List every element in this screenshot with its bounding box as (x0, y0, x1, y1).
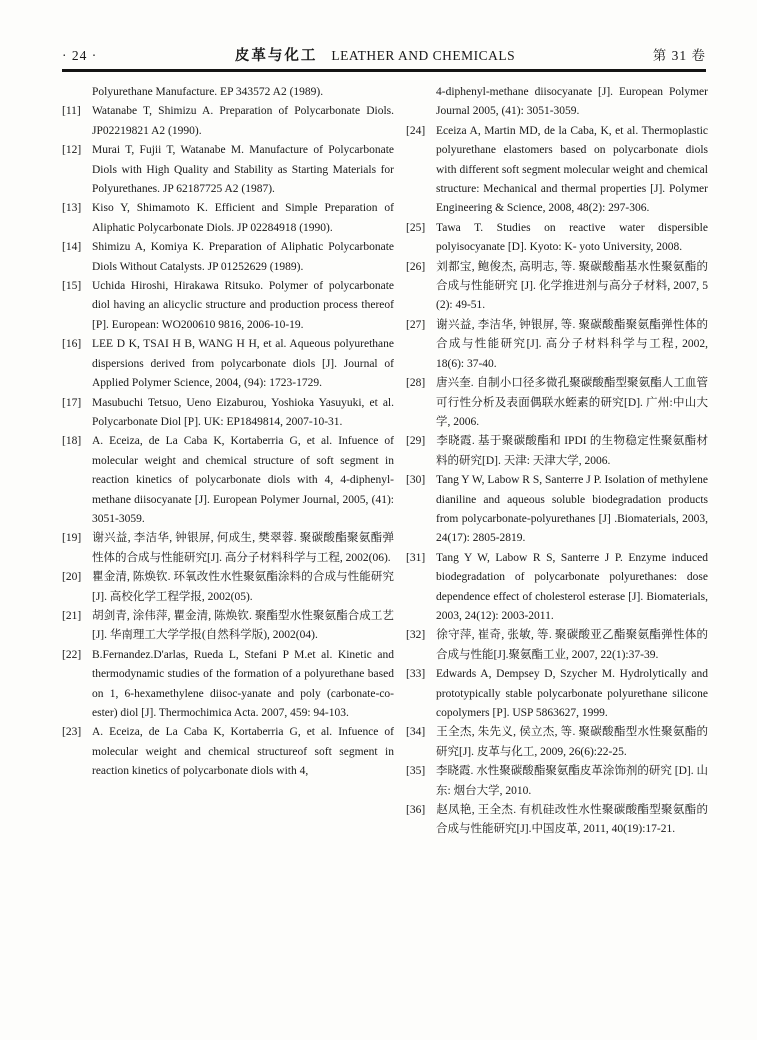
reference-item (406, 432, 708, 471)
references-left-column (62, 83, 394, 840)
reference-text: Masubuchi Tetsuo, Ueno Eizaburou, Yoshioka Yasuyuki, et al. Polycarbonate Diol [P]. UK: EP1849814, 2007-10-31. (92, 396, 394, 428)
reference-number: [25] (406, 221, 426, 234)
reference-item (62, 238, 394, 277)
reference-item (62, 723, 394, 781)
reference-item (406, 83, 708, 122)
reference-text: 谢兴益, 李洁华, 钟银屏, 等. 聚碳酸酯聚氨酯弹性体的合成与性能研究[J]. 高分子材料科学与工程, 2002, 18(6): 37-40. (436, 318, 708, 370)
reference-columns (62, 83, 708, 840)
reference-number: [31] (406, 551, 426, 564)
header-rule (62, 69, 706, 72)
reference-item (62, 646, 394, 724)
reference-text: Shimizu A, Komiya K. Preparation of Aliphatic Polycarbonate Diols Without Catalysts. JP 01252629 (1989). (92, 241, 394, 273)
reference-number: [21] (62, 609, 82, 622)
reference-item (62, 394, 394, 433)
reference-number: [16] (62, 338, 82, 351)
reference-text: Uchida Hiroshi, Hirakawa Ritsuko. Polymer of polycarbonate diol having an alicyclic structure and production process thereof [P]. European: WO200610 9816, 2006-10-19. (92, 280, 394, 331)
journal-title-zh: 皮革与化工 (234, 48, 318, 64)
reference-number: [29] (406, 435, 426, 448)
reference-item (406, 626, 708, 665)
reference-text: 胡剑青, 涂伟萍, 瞿金清, 陈焕钦. 聚酯型水性聚氨酯合成工艺[J]. 华南理工大学学报(自然科学版), 2002(04). (92, 609, 394, 642)
reference-text: 赵凤艳, 王全杰. 有机硅改性水性聚碳酸酯型聚氨酯的合成与性能研究[J].中国皮革, 2011, 40(19):17-21. (436, 804, 708, 836)
reference-number: [23] (62, 726, 82, 739)
reference-text: LEE D K, TSAI H B, WANG H H, et al. Aqueous polyurethane dispersions derived from polycarbonate diols [J]. Journal of Applied Polymer Science, 2004, (94): 1723-1729. (92, 338, 394, 390)
reference-item (406, 471, 708, 549)
reference-number: [24] (406, 124, 426, 137)
reference-number: [33] (406, 668, 426, 681)
reference-number: [15] (62, 280, 82, 293)
reference-number: [22] (62, 648, 82, 661)
reference-item (62, 83, 394, 102)
reference-item (406, 762, 708, 801)
reference-number: [14] (62, 241, 82, 254)
reference-item (62, 102, 394, 141)
reference-text: Polyurethane Manufacture. EP 343572 A2 (1989). (92, 86, 324, 98)
reference-number: [36] (406, 804, 426, 817)
page-number: · 24 · (62, 48, 98, 63)
reference-item (62, 432, 394, 529)
reference-item (406, 258, 708, 316)
reference-item (406, 801, 708, 840)
reference-item (62, 568, 394, 607)
reference-text: Tawa T. Studies on reactive water dispersible polyisocyanate [D]. Kyoto: K- yoto University, 2008. (436, 221, 708, 254)
reference-text: 王全杰, 朱先义, 侯立杰, 等. 聚碳酸酯型水性聚氨酯的研究[J]. 皮革与化工, 2009, 26(6):22-25. (436, 726, 708, 758)
reference-item (406, 723, 708, 762)
reference-text: Murai T, Fujii T, Watanabe M. Manufacture of Polycarbonate Diols with High Quality and Stability as Starting Materials for Polyurethanes. JP 62187725 A2 (1987). (92, 144, 394, 196)
reference-number: [19] (62, 532, 82, 545)
reference-number: [26] (406, 260, 426, 273)
references-right-column (406, 83, 708, 840)
reference-text: 李晓霞. 水性聚碳酸酯聚氨酯皮革涂饰剂的研究 [D]. 山东: 烟台大学, 2010. (436, 765, 708, 797)
reference-text: A. Eceiza, de La Caba K, Kortaberria G, et al. Infuence of molecular weight and chemical structureof soft segment in reaction kinetics of polycarbonate diols with 4, (92, 726, 394, 778)
reference-item (62, 199, 394, 238)
reference-item (406, 122, 708, 219)
reference-text: Edwards A, Dempsey D, Szycher M. Hydrolytically and prototypically stable polycarbonate polyurethane silicone copolymers [P]. USP 5863627, 1999. (436, 668, 708, 719)
reference-text: 4-diphenyl-methane diisocyanate [J]. European Polymer Journal 2005, (41): 3051-3059. (436, 86, 708, 118)
volume-label: 第 31 卷 (652, 48, 706, 63)
reference-number: [32] (406, 629, 426, 642)
reference-text: Eceiza A, Martin MD, de la Caba, K, et al. Thermoplastic polyurethane elastomers based on polycarbonate diols with different soft segment molecular weight and chemical structure: Mechanical and thermal properties [J]. Polymer Engineering & Science, 2008, 48(2): 297-306. (436, 124, 708, 215)
journal-title (235, 44, 515, 65)
reference-text: 徐守萍, 崔奇, 张敏, 等. 聚碳酸亚乙酯聚氨酯弹性体的合成与性能[J].聚氨酯工业, 2007, 22(1):37-39. (436, 629, 708, 661)
reference-text: Kiso Y, Shimamoto K. Efficient and Simple Preparation of Aliphatic Polycarbonate Diols. JP 02284918 (1990). (92, 202, 394, 234)
reference-item (406, 665, 708, 723)
reference-text: 谢兴益, 李洁华, 钟银屏, 何成生, 樊翠蓉. 聚碳酸酯聚氨酯弹性体的合成与性能研究[J]. 高分子材料科学与工程, 2002(06). (92, 532, 394, 564)
reference-text: 刘都宝, 鲍俊杰, 高明志, 等. 聚碳酸酯基水性聚氨酯的合成与性能研究 [J]. 化学推进剂与高分子材料, 2007, 5 (2): 49-51. (436, 260, 708, 312)
reference-number: [28] (406, 377, 426, 390)
reference-text: B.Fernandez.D'arlas, Rueda L, Stefani P M.et al. Kinetic and thermodynamic studies of the formation of a polyurethane based on 1, 6-hexamethylene diisoc-yanate and poly (carbonate-co-ester) diol [J]. Thermochimica Acta. 2007, 459: 94-103. (92, 648, 394, 719)
reference-text: A. Eceiza, de La Caba K, Kortaberria G, et al. Infuence of molecular weight and chemical structure of soft segment in reaction kinetics of polycarbonate diols with 4, 4-diphenyl-methane diisocyanate [J]. European Polymer Journal, 2005, (41): 3051-3059. (92, 435, 394, 525)
reference-item (62, 335, 394, 393)
reference-number: [30] (406, 474, 426, 487)
reference-item (62, 277, 394, 335)
reference-number: [13] (62, 202, 82, 215)
reference-item (62, 607, 394, 646)
reference-item (62, 141, 394, 199)
reference-number: [34] (406, 726, 426, 739)
page-header (62, 44, 706, 65)
journal-title-en: LEATHER AND CHEMICALS (331, 48, 516, 63)
reference-number: [18] (62, 435, 82, 448)
reference-item (406, 316, 708, 374)
reference-number: [35] (406, 765, 426, 778)
reference-text: 瞿金清, 陈焕钦. 环氧改性水性聚氨酯涂料的合成与性能研究[J]. 高校化学工程学报, 2002(05). (92, 571, 394, 603)
reference-item (406, 219, 708, 258)
reference-number: [17] (62, 396, 82, 409)
reference-item (406, 549, 708, 627)
reference-text: Tang Y W, Labow R S, Santerre J P. Enzyme induced biodegradation of polycarbonate polyurethanes: dose dependence effect of cholesterol esterase [J]. Biomaterials, 2003, 24(12): 2003-2011. (436, 551, 708, 622)
reference-text: 唐兴奎. 自制小口径多微孔聚碳酸酯型聚氨酯人工血管可行性分析及表面偶联水蛭素的研究[D]. 广州:中山大学, 2006. (436, 377, 708, 428)
reference-number: [12] (62, 144, 82, 157)
reference-item (62, 529, 394, 568)
reference-item (406, 374, 708, 432)
reference-number: [11] (62, 105, 81, 118)
reference-text: Tang Y W, Labow R S, Santerre J P. Isolation of methylene dianiline and aqueous soluble biodegradation products from polycarbonate-polyurethanes [J] .Biomaterials, 2003, 24(17): 2805-2819. (436, 474, 708, 545)
reference-number: [27] (406, 318, 426, 331)
reference-number: [20] (62, 571, 82, 584)
reference-text: 李晓霞. 基于聚碳酸酯和 IPDI 的生物稳定性聚氨酯材料的研究[D]. 天津: 天津大学, 2006. (436, 435, 708, 467)
reference-text: Watanabe T, Shimizu A. Preparation of Polycarbonate Diols. JP02219821 A2 (1990). (92, 105, 394, 137)
